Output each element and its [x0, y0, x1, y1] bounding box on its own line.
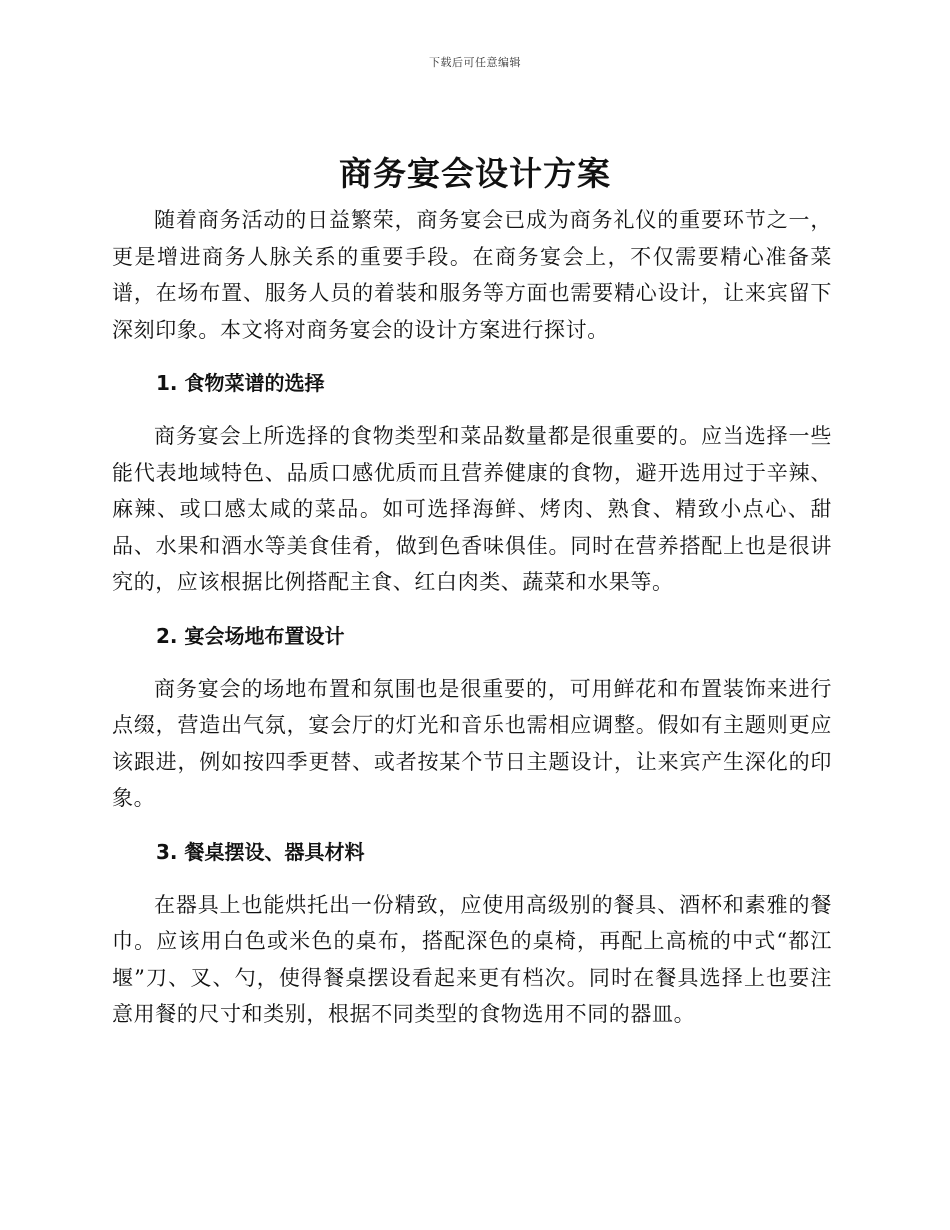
page-header-note: 下载后可任意编辑 — [429, 56, 521, 69]
section-body-table-setting: 在器具上也能烘托出一份精致，应使用高级别的餐具、酒杯和素雅的餐巾。应该用白色或米色的桌布，搭配深色的桌椅，再配上高梳的中式“都江堰”刀、叉、勺，使得餐桌摆设看起来更有档次。同时在餐具选择上也要注意用餐的尺寸和类别，根据不同类型的食物选用不同的器皿。 — [112, 892, 832, 1026]
intro-paragraph: 随着商务活动的日益繁荣，商务宴会已成为商务礼仪的重要环节之一，更是增进商务人脉关系的重要手段。在商务宴会上，不仅需要精心准备菜谱，在场布置、服务人员的着装和服务等方面也需要精心设计，让来宾留下深刻印象。本文将对商务宴会的设计方案进行探讨。 — [112, 208, 832, 342]
section-heading-food-menu: 1. 食物菜谱的选择 — [156, 371, 325, 395]
document-title: 商务宴会设计方案 — [339, 154, 611, 193]
section-heading-venue-layout: 2. 宴会场地布置设计 — [156, 623, 345, 648]
section-body-food-menu: 商务宴会上所选择的食物类型和菜品数量都是很重要的。应当选择一些能代表地域特色、品质口感优质而且营养健康的食物，避开选用过于辛辣、麻辣、或口感太咸的菜品。如可选择海鲜、烤肉、熟食、精致小点心、甜品、水果和酒水等美食佳肴，做到色香味俱佳。同时在营养搭配上也是很讲究的，应该根据比例搭配主食、红白肉类、蔬菜和水果等。 — [112, 424, 832, 594]
section-heading-table-setting: 3. 餐桌摆设、器具材料 — [156, 839, 365, 864]
section-body-venue-layout: 商务宴会的场地布置和氛围也是很重要的，可用鲜花和布置装饰来进行点缀，营造出气氛，宴会厅的灯光和音乐也需相应调整。假如有主题则更应该跟进，例如按四季更替、或者按某个节日主题设计，让来宾产生深化的印象。 — [112, 676, 832, 810]
document-body — [112, 202, 832, 1033]
